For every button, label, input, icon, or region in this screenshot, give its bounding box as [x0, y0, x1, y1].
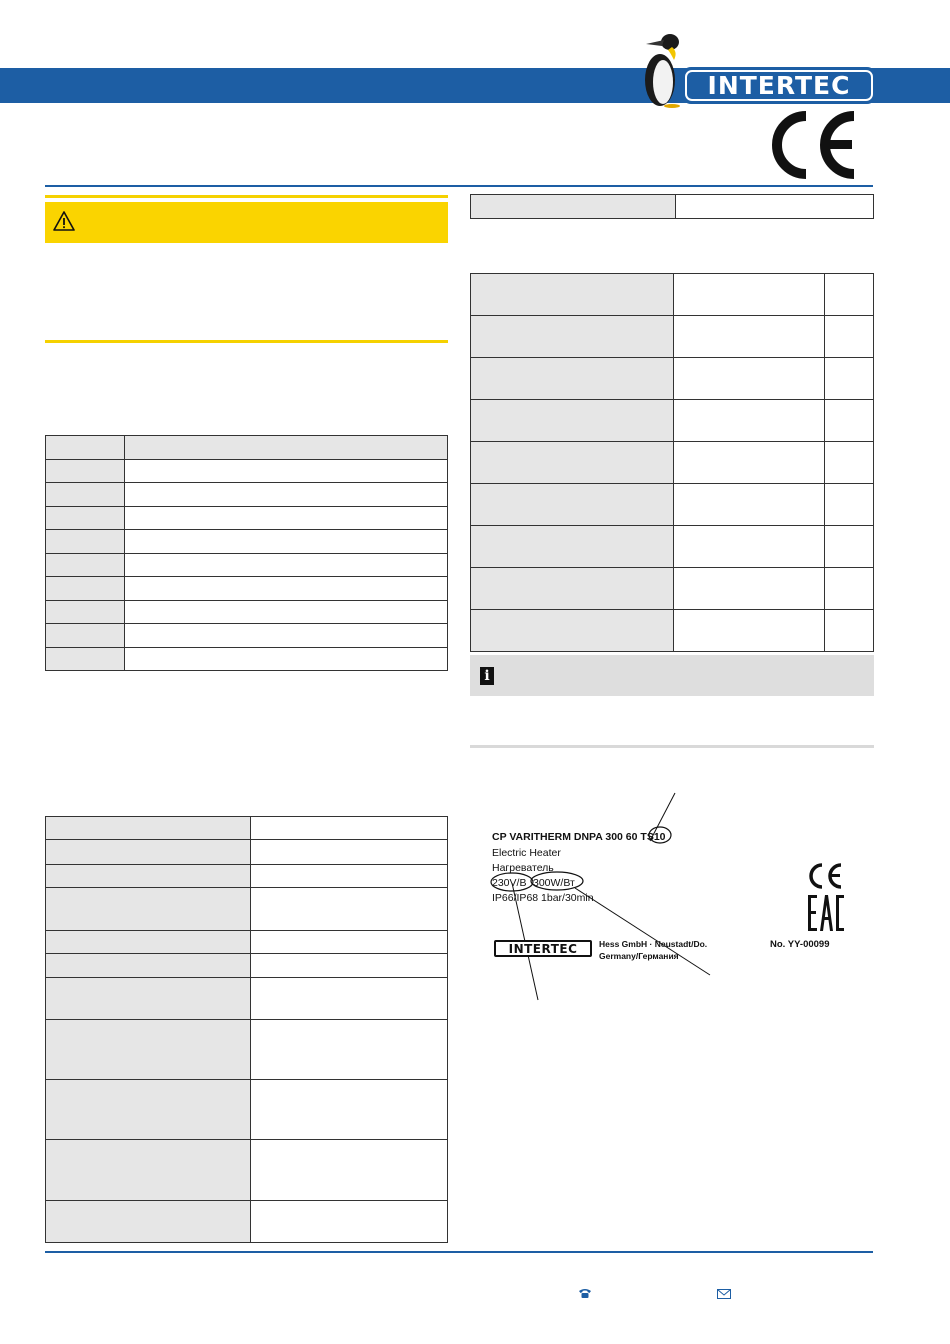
- table-cell: [674, 526, 825, 568]
- table-row: [471, 568, 874, 610]
- warning-triangle-icon: [53, 210, 75, 232]
- table-cell: [46, 888, 251, 931]
- table-row: [471, 195, 874, 219]
- table-row: [46, 436, 448, 460]
- table-cell: [251, 978, 448, 1020]
- table-row: [46, 865, 448, 888]
- brand-logo: [632, 30, 882, 110]
- table-cell: [825, 358, 874, 400]
- table-cell: [825, 526, 874, 568]
- table-cell: [471, 274, 674, 316]
- table-row: [46, 459, 448, 483]
- table-cell: [251, 1080, 448, 1140]
- mail-icon: [717, 1289, 731, 1299]
- table-cell: [46, 624, 125, 648]
- info-note-box: [470, 655, 874, 696]
- table-row: [46, 647, 448, 671]
- table-row: [471, 400, 874, 442]
- table-row: [46, 530, 448, 554]
- table-cell: [471, 195, 676, 219]
- logo-text: INTERTEC: [707, 71, 851, 100]
- table-cell: [46, 1201, 251, 1243]
- table-cell: [471, 484, 674, 526]
- table-cell: [471, 316, 674, 358]
- manufacturer-logo-text: INTERTEC: [508, 942, 578, 956]
- table-cell: [125, 553, 448, 577]
- table-cell: [674, 274, 825, 316]
- table-cell: [674, 358, 825, 400]
- ce-small-icon: [811, 865, 841, 887]
- table-cell: [125, 624, 448, 648]
- table-cell: [674, 400, 825, 442]
- logo-box: [682, 67, 876, 104]
- table-cell: [251, 1140, 448, 1201]
- table-cell: [825, 484, 874, 526]
- table-cell: [46, 1020, 251, 1080]
- table-cell: [825, 316, 874, 358]
- table-cell: [825, 568, 874, 610]
- eac-icon: [808, 895, 844, 931]
- table-row: [46, 577, 448, 601]
- table-cell: [46, 600, 125, 624]
- table-cell: [251, 817, 448, 840]
- callout-line: [575, 888, 710, 975]
- table-cell: [674, 442, 825, 484]
- table-cell: [471, 442, 674, 484]
- nameplate-illustration: [470, 785, 874, 1015]
- table-row: [471, 610, 874, 652]
- table-row: [471, 274, 874, 316]
- warning-top-rule: [45, 195, 448, 198]
- table-row: [46, 888, 448, 931]
- table-row: [46, 624, 448, 648]
- table-cell: [46, 865, 251, 888]
- table-cell: [825, 400, 874, 442]
- table-cell: [674, 316, 825, 358]
- spec-table-4: [470, 273, 874, 652]
- table-cell: [674, 568, 825, 610]
- phone-icon: [578, 1287, 592, 1299]
- table-row: [46, 931, 448, 954]
- table-cell: [251, 931, 448, 954]
- table-row: [46, 553, 448, 577]
- table-cell: [125, 506, 448, 530]
- table-row: [471, 526, 874, 568]
- table-row: [46, 1201, 448, 1243]
- table-cell: [46, 931, 251, 954]
- table-cell: [825, 442, 874, 484]
- table-cell: [251, 954, 448, 978]
- warning-box: [45, 202, 448, 243]
- table-cell: [125, 530, 448, 554]
- table-row: [46, 600, 448, 624]
- table-cell: [471, 358, 674, 400]
- table-cell: [251, 1020, 448, 1080]
- section-divider: [470, 745, 874, 748]
- table-cell: [125, 600, 448, 624]
- nameplate-line-ru: Нагреватель: [492, 862, 554, 874]
- table-row: [46, 1140, 448, 1201]
- nameplate-voltage: 230V/B: [492, 877, 527, 889]
- table-row: [46, 483, 448, 507]
- table-row: [46, 978, 448, 1020]
- table-cell: [251, 840, 448, 865]
- header-rule: [45, 185, 873, 187]
- table-cell: [251, 888, 448, 931]
- table-row: [471, 484, 874, 526]
- nameplate-line-en: Electric Heater: [492, 847, 561, 859]
- table-row: [471, 316, 874, 358]
- table-cell: [471, 568, 674, 610]
- table-cell: [471, 400, 674, 442]
- manufacturer-line1: Hess GmbH · Neustadt/Do.: [599, 939, 708, 949]
- table-row: [46, 506, 448, 530]
- table-cell: [125, 459, 448, 483]
- table-cell: [46, 817, 251, 840]
- table-cell: [46, 577, 125, 601]
- table-cell: [46, 954, 251, 978]
- table-cell: [46, 1140, 251, 1201]
- table-cell: [125, 436, 448, 460]
- spec-table-2: [45, 816, 448, 1243]
- nameplate-protection: IP66/IP68 1bar/30min: [492, 892, 594, 904]
- table-cell: [46, 1080, 251, 1140]
- table-cell: [46, 530, 125, 554]
- spec-table-1: [45, 435, 448, 671]
- table-row: [471, 358, 874, 400]
- table-row: [46, 840, 448, 865]
- table-cell: [46, 553, 125, 577]
- table-row: [46, 817, 448, 840]
- table-cell: [46, 647, 125, 671]
- spec-table-3: [470, 194, 874, 219]
- table-cell: [46, 840, 251, 865]
- nameplate-power: 300W/Вт: [533, 877, 575, 889]
- table-row: [46, 954, 448, 978]
- manufacturer-line2: Germany/Германия: [599, 951, 679, 961]
- nameplate-serial: No. YY-00099: [770, 939, 830, 950]
- table-cell: [825, 610, 874, 652]
- table-cell: [125, 483, 448, 507]
- table-cell: [251, 1201, 448, 1243]
- table-cell: [676, 195, 874, 219]
- table-row: [46, 1080, 448, 1140]
- table-cell: [46, 459, 125, 483]
- table-cell: [125, 577, 448, 601]
- table-cell: [125, 647, 448, 671]
- table-cell: [46, 436, 125, 460]
- table-cell: [471, 526, 674, 568]
- table-cell: [825, 274, 874, 316]
- table-row: [46, 1020, 448, 1080]
- table-cell: [46, 978, 251, 1020]
- table-cell: [251, 865, 448, 888]
- table-row: [471, 442, 874, 484]
- table-cell: [471, 610, 674, 652]
- footer-rule: [45, 1251, 873, 1253]
- warning-bottom-rule: [45, 340, 448, 343]
- nameplate-model: CP VARITHERM DNPA 300 60 TS10: [492, 831, 666, 843]
- table-cell: [46, 483, 125, 507]
- table-cell: [46, 506, 125, 530]
- table-cell: [674, 610, 825, 652]
- table-cell: [674, 484, 825, 526]
- info-icon: i: [480, 667, 494, 685]
- ce-mark-icon: [770, 110, 858, 180]
